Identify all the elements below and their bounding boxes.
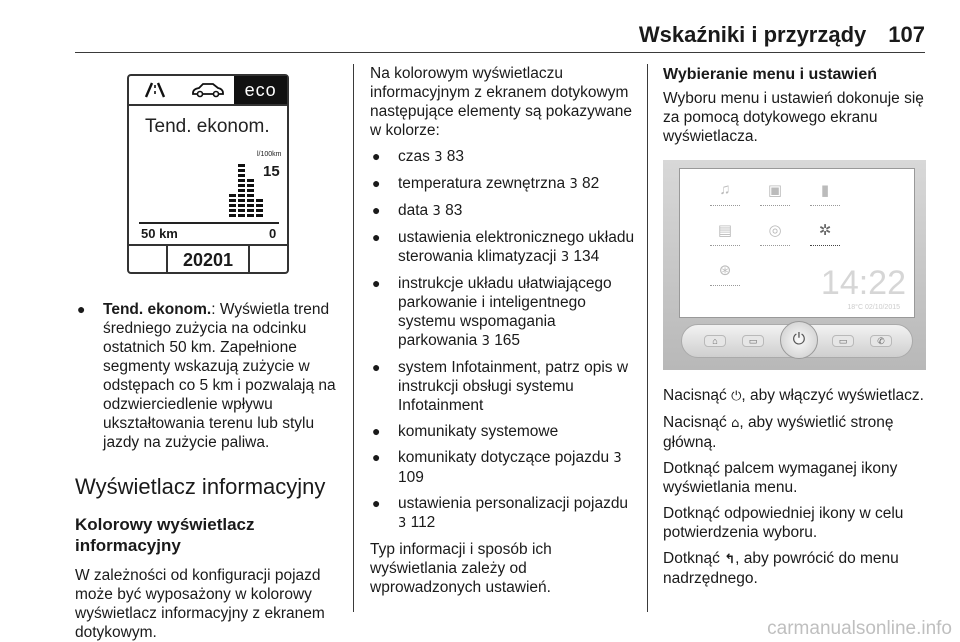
home-icon: ⌂ [731, 416, 740, 431]
intro-paragraph: Na kolorowym wyświetlaczu informacyjnym z ekranem dotykowym następujące elementy są pokazywane w kolorze: [370, 65, 632, 139]
car-icon [182, 76, 235, 104]
odometer-readout: 20201 [168, 246, 251, 274]
cluster-distance-label: 50 km [141, 226, 178, 241]
column-divider-1 [353, 64, 354, 612]
cluster-unit-label: l/100km [257, 151, 282, 158]
eco-tab: eco [234, 76, 287, 104]
cluster-bottom-bar [129, 244, 287, 274]
audio-icon: ♫ [719, 181, 731, 198]
page-ref[interactable]: 83 [445, 202, 463, 219]
tend-ekonom-list [75, 300, 345, 452]
intro-paragraph: Wyboru menu i ustawień dokonuje się za pomocą dotykowego ekranu wyświetlacza. [663, 90, 924, 145]
list-item [370, 422, 635, 441]
climate-icon: ◎ [768, 222, 782, 239]
column-3 [663, 64, 926, 595]
list-item-text: data [398, 202, 429, 219]
cluster-baseline [139, 222, 279, 224]
page-ref[interactable]: 109 [398, 469, 424, 486]
page-ref[interactable]: 83 [446, 148, 465, 165]
page-ref-icon: 3 [432, 204, 441, 219]
page-ref-icon: 3 [434, 150, 443, 165]
gallery-icon: ▣ [767, 182, 783, 199]
cluster-top-bar [129, 76, 287, 106]
page-ref-icon: 3 [481, 334, 490, 349]
consumption-bars-graphic [229, 160, 269, 220]
power-knob[interactable]: ⏻ [780, 321, 818, 359]
icon-label-line [760, 245, 790, 249]
cluster-bottom-right [250, 246, 287, 274]
road-icon [129, 76, 182, 104]
control-panel [681, 324, 913, 358]
list-item [370, 147, 635, 167]
instruction-home [663, 413, 926, 452]
panel-button[interactable]: ▭ [742, 335, 764, 347]
column-divider-2 [647, 64, 648, 612]
text-span: Dotknąć [663, 550, 720, 567]
list-item [75, 300, 345, 452]
instruction-power [663, 386, 926, 406]
back-icon: ↰ [724, 552, 736, 567]
panel-button[interactable]: ▭ [832, 335, 854, 347]
instruction-touch-icon: Dotknąć palcem wymaganej ikony wyświetlania menu. [663, 460, 898, 496]
instruction-confirm: Dotknąć odpowiedniej ikony w celu potwierdzenia wyboru. [663, 505, 904, 541]
page-ref[interactable]: 134 [573, 248, 600, 265]
column-1 [75, 64, 345, 642]
list-item-text: komunikaty dotyczące pojazdu [398, 449, 610, 466]
cluster-scale-max: 15 [263, 163, 280, 180]
page-number: 107 [888, 22, 925, 47]
page-ref-icon: 3 [398, 516, 407, 531]
icon-label-line [710, 285, 740, 289]
list-item-text: komunikaty systemowe [398, 423, 559, 440]
icon-label-line [810, 205, 840, 209]
touch-screen [679, 168, 915, 318]
text-span: Nacisnąć [663, 387, 727, 404]
colour-items-list [370, 147, 635, 533]
watermark: carmanualsonline.info [767, 618, 952, 639]
subsection-heading: Wybieranie menu i ustawień [663, 66, 877, 83]
list-item [370, 448, 635, 487]
power-icon: ⏻ [731, 389, 742, 404]
page-ref-icon: 3 [560, 250, 570, 265]
outro-paragraph: Typ informacji i sposób ich wyświetlania zależy od wprowadzonych ustawień. [370, 541, 552, 596]
text-span: , aby powrócić do menu nadrzędnego. [663, 550, 899, 587]
icon-label-line [760, 205, 790, 209]
list-item-text: instrukcje układu ułatwiającego parkowanie i inteligentnego systemu wspomagania parkowania [398, 275, 612, 349]
list-item [370, 358, 635, 415]
text-span: Nacisnąć [663, 414, 727, 431]
screen-clock: 14:22 [820, 264, 906, 302]
phone-button[interactable]: ✆ [870, 335, 892, 347]
settings-icon: ✲ [818, 222, 832, 239]
home-button[interactable]: ⌂ [704, 335, 726, 347]
cluster-scale-min: 0 [269, 226, 277, 241]
page-ref[interactable]: 112 [410, 514, 436, 531]
infotainment-figure [663, 160, 926, 370]
nav-icon: ▤ [717, 222, 733, 239]
list-item-text: temperatura zewnętrzna [398, 175, 566, 192]
subsection-heading: Kolorowy wyświetlacz informacyjny [75, 515, 255, 555]
page-ref-icon: 3 [613, 451, 622, 466]
list-item-text: ustawienia elektronicznego układu sterowania klimatyzacji [398, 229, 635, 265]
apps-icon: ⊛ [718, 262, 732, 279]
text-span: , aby włączyć wyświetlacz. [741, 387, 924, 404]
instruction-back [663, 549, 926, 588]
list-item [370, 174, 635, 194]
page-header [639, 22, 925, 48]
icon-label-line [710, 245, 740, 249]
cluster-screen-title: Tend. ekonom. [145, 116, 270, 137]
cluster-display-figure [127, 74, 289, 274]
page-ref[interactable]: 82 [582, 175, 600, 192]
page-ref[interactable]: 165 [494, 332, 521, 349]
screen-temp-date: 18°C 02/10/2015 [847, 304, 900, 311]
text-span: , aby wyświetlić stronę główną. [663, 414, 894, 451]
section-heading: Wyświetlacz informacyjny [75, 474, 326, 499]
icon-label-line [810, 245, 840, 249]
phone-icon: ▮ [820, 182, 830, 199]
page-ref-icon: 3 [569, 177, 578, 192]
section-title: Wskaźniki i przyrządy [638, 22, 867, 47]
paragraph: W zależności od konfiguracji pojazd może być wyposażony w kolorowy wyświetlacz informacyjny z ekranem dotykowym. [75, 567, 325, 641]
list-item-text: czas [398, 148, 430, 165]
bullet-text: : Wyświetla trend średniego zużycia na odcinku ostatnich 50 km. Zapełnione segmenty wskazują zużycie w odstępach co 5 km i pozwalają na odzwierciedlenie wpływu ukształtowania terenu lub stylu jazdy na zużycie paliwa. [103, 301, 336, 451]
bullet-term: Tend. ekonom. [103, 301, 212, 318]
list-item-text: ustawienia personalizacji pojazdu [398, 495, 629, 512]
list-item [370, 494, 635, 533]
list-item-text: system Infotainment, patrz opis w instrukcji obsługi systemu Infotainment [398, 359, 629, 414]
column-2 [370, 64, 635, 604]
list-item [370, 228, 635, 267]
header-rule [75, 52, 925, 53]
list-item [370, 201, 635, 221]
cluster-bottom-left [129, 246, 168, 274]
list-item [370, 274, 635, 351]
icon-label-line [710, 205, 740, 209]
